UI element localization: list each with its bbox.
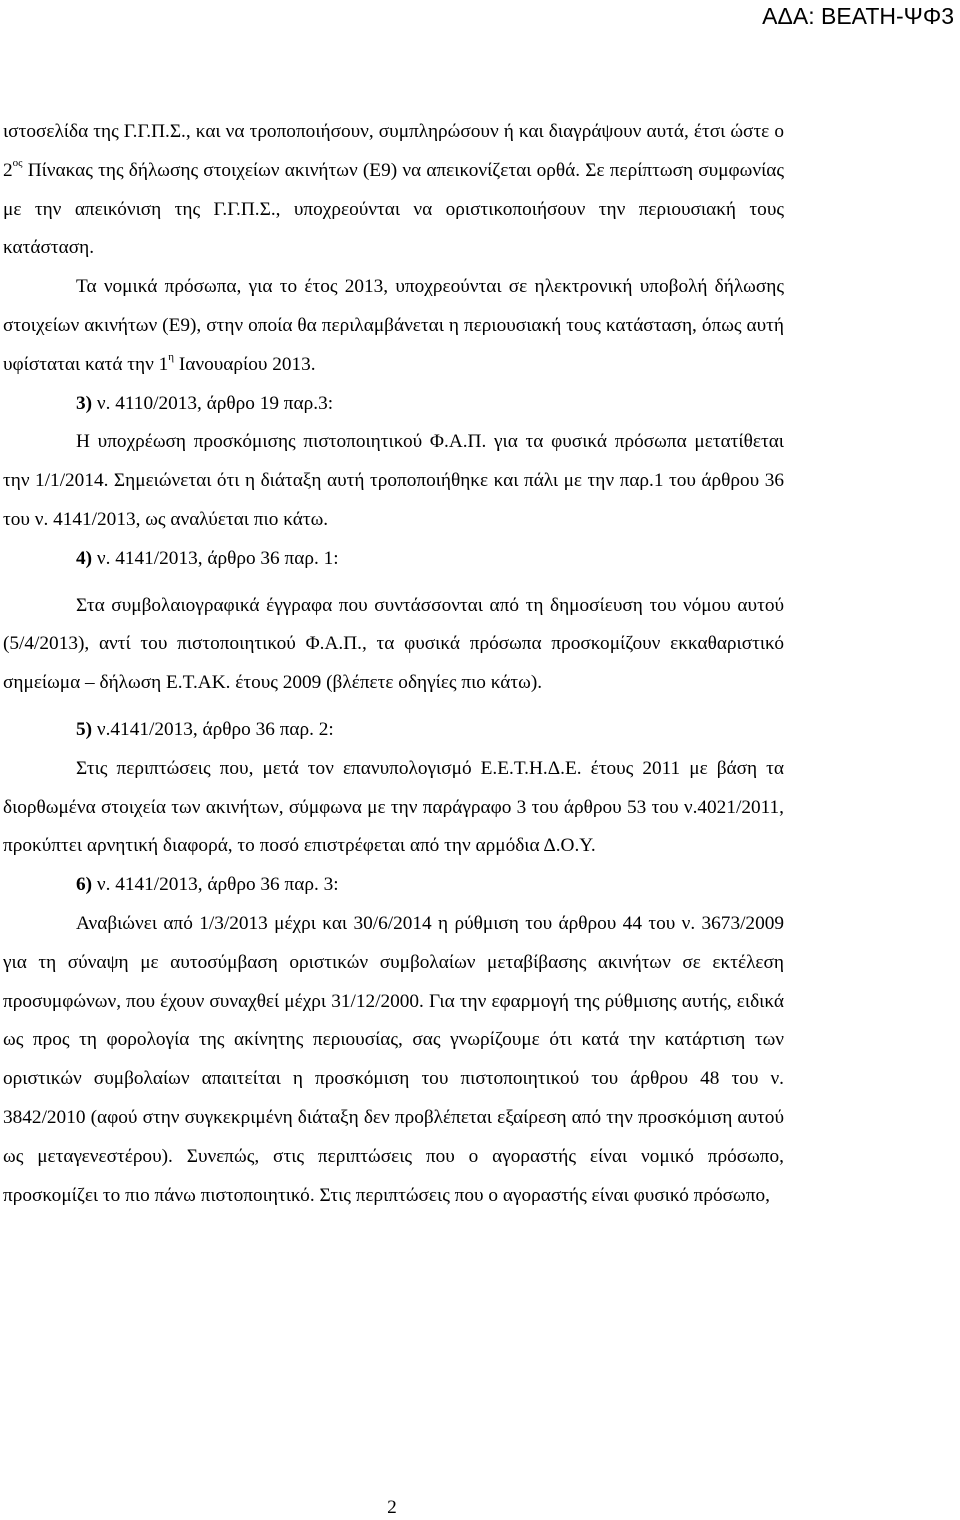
- section-3: [3, 385, 784, 424]
- document-body: [3, 113, 784, 1215]
- section-4: [3, 540, 784, 579]
- section-number: 4): [76, 547, 93, 569]
- paragraph-legal-entities: [3, 268, 784, 384]
- section-title: ν. 4141/2013, άρθρο 36 παρ. 3:: [92, 874, 339, 896]
- section-number: 5): [76, 718, 93, 740]
- section-6-text: Αναβιώνει από 1/3/2013 μέχρι και 30/6/2014 η ρύθμιση του άρθρου 44 του ν. 3673/2009 για τη σύναψη με αυτοσύμβαση οριστικών συμβολαίων μεταβίβασης ακινήτων σε εκτέλεση προσυμφώνων, που έχουν συναχθεί μέχρι 31/12/2000. Για την εφαρμογή της ρύθμισης αυτής, ειδικά ως προς τη φορολογία της ακίνητης περιουσίας, σας γνωρίζουμε ότι κατά την κατάρτιση των οριστικών συμβολαίων απαιτείται η προσκόμιση του πιστοποιητικού του άρθρου 48 του ν. 3842/2010 (αφού στην συγκεκριμένη διάταξη δεν προβλέπεται εξαίρεση από την προσκόμιση αυτού ως μεταγενεστέρου). Συνεπώς, στις περιπτώσεις που ο αγοραστής είναι νομικό πρόσωπο, προσκομίζει το πιο πάνω πιστοποιητικό. Στις περιπτώσεις που ο αγοραστής είναι φυσικό πρόσωπο,: [3, 912, 784, 1206]
- section-5-text: Στις περιπτώσεις που, μετά τον επανυπολογισμό Ε.Ε.Τ.Η.Δ.Ε. έτους 2011 με βάση τα διορθωμένα στοιχεία των ακινήτων, σύμφωνα με την παράγραφο 3 του άρθρου 53 του ν.4021/2011, προκύπτει αρνητική διαφορά, το ποσό επιστρέφεται από την αρμόδια Δ.Ο.Υ.: [3, 757, 784, 857]
- paragraph-text: Πίνακας της δήλωσης στοιχείων ακινήτων (Ε9) να απεικονίζεται ορθά. Σε περίπτωση συμφωνίας με την απεικόνιση της Γ.Γ.Π.Σ., υποχρεούνται να οριστικοποιήσουν την περιουσιακή τους κατάσταση.: [3, 159, 784, 259]
- ordinal-suffix: η: [168, 351, 175, 364]
- ada-header: ΑΔΑ: ΒΕΑΤΗ-ΨΦ3: [762, 3, 954, 29]
- section-title: ν. 4141/2013, άρθρο 36 παρ. 1:: [92, 547, 339, 569]
- section-title: ν. 4110/2013, άρθρο 19 παρ.3:: [92, 392, 334, 414]
- section-heading: [76, 540, 784, 579]
- section-6: [3, 866, 784, 905]
- page-number: 2: [387, 1497, 397, 1518]
- section-heading: [76, 866, 784, 905]
- section-number: 6): [76, 874, 93, 896]
- section-heading: [76, 711, 784, 750]
- section-number: 3): [76, 392, 93, 414]
- paragraph-text: ιστοσελίδα της Γ.Γ.Π.Σ., και να τροποποιήσουν, συμπληρώσουν ή και διαγράψουν αυτά, έτσι ώστε ο 2: [3, 121, 784, 181]
- paragraph-text: Τα νομικά πρόσωπα, για το έτος 2013, υποχρεούνται σε ηλεκτρονική υποβολή δήλωσης στοιχείων ακινήτων (Ε9), στην οποία θα περιλαμβάνεται η περιουσιακή τους κατάσταση, όπως αυτή υφίσταται κατά την 1: [3, 276, 784, 375]
- section-5: [3, 711, 784, 750]
- paragraph-intro: [3, 113, 784, 268]
- ordinal-suffix: ος: [12, 157, 23, 170]
- section-4-text: Στα συμβολαιογραφικά έγγραφα που συντάσσονται από τη δημοσίευση του νόμου αυτού (5/4/2013), αντί του πιστοποιητικού Φ.Α.Π., τα φυσικά πρόσωπα προσκομίζουν εκκαθαριστικό σημείωμα – δήλωση Ε.Τ.ΑΚ. έτους 2009 (βλέπετε οδηγίες πιο κάτω).: [3, 594, 784, 694]
- section-3-text: Η υποχρέωση προσκόμισης πιστοποιητικού Φ.Α.Π. για τα φυσικά πρόσωπα μετατίθεται την 1/1/2014. Σημειώνεται ότι η διάταξη αυτή τροποποιήθηκε και πάλι με την παρ.1 του άρθρου 36 του ν. 4141/2013, ως αναλύεται πιο κάτω.: [3, 431, 784, 530]
- section-heading: [76, 385, 784, 424]
- section-title: ν.4141/2013, άρθρο 36 παρ. 2:: [92, 718, 334, 740]
- paragraph-text: Ιανουαρίου 2013.: [174, 353, 316, 375]
